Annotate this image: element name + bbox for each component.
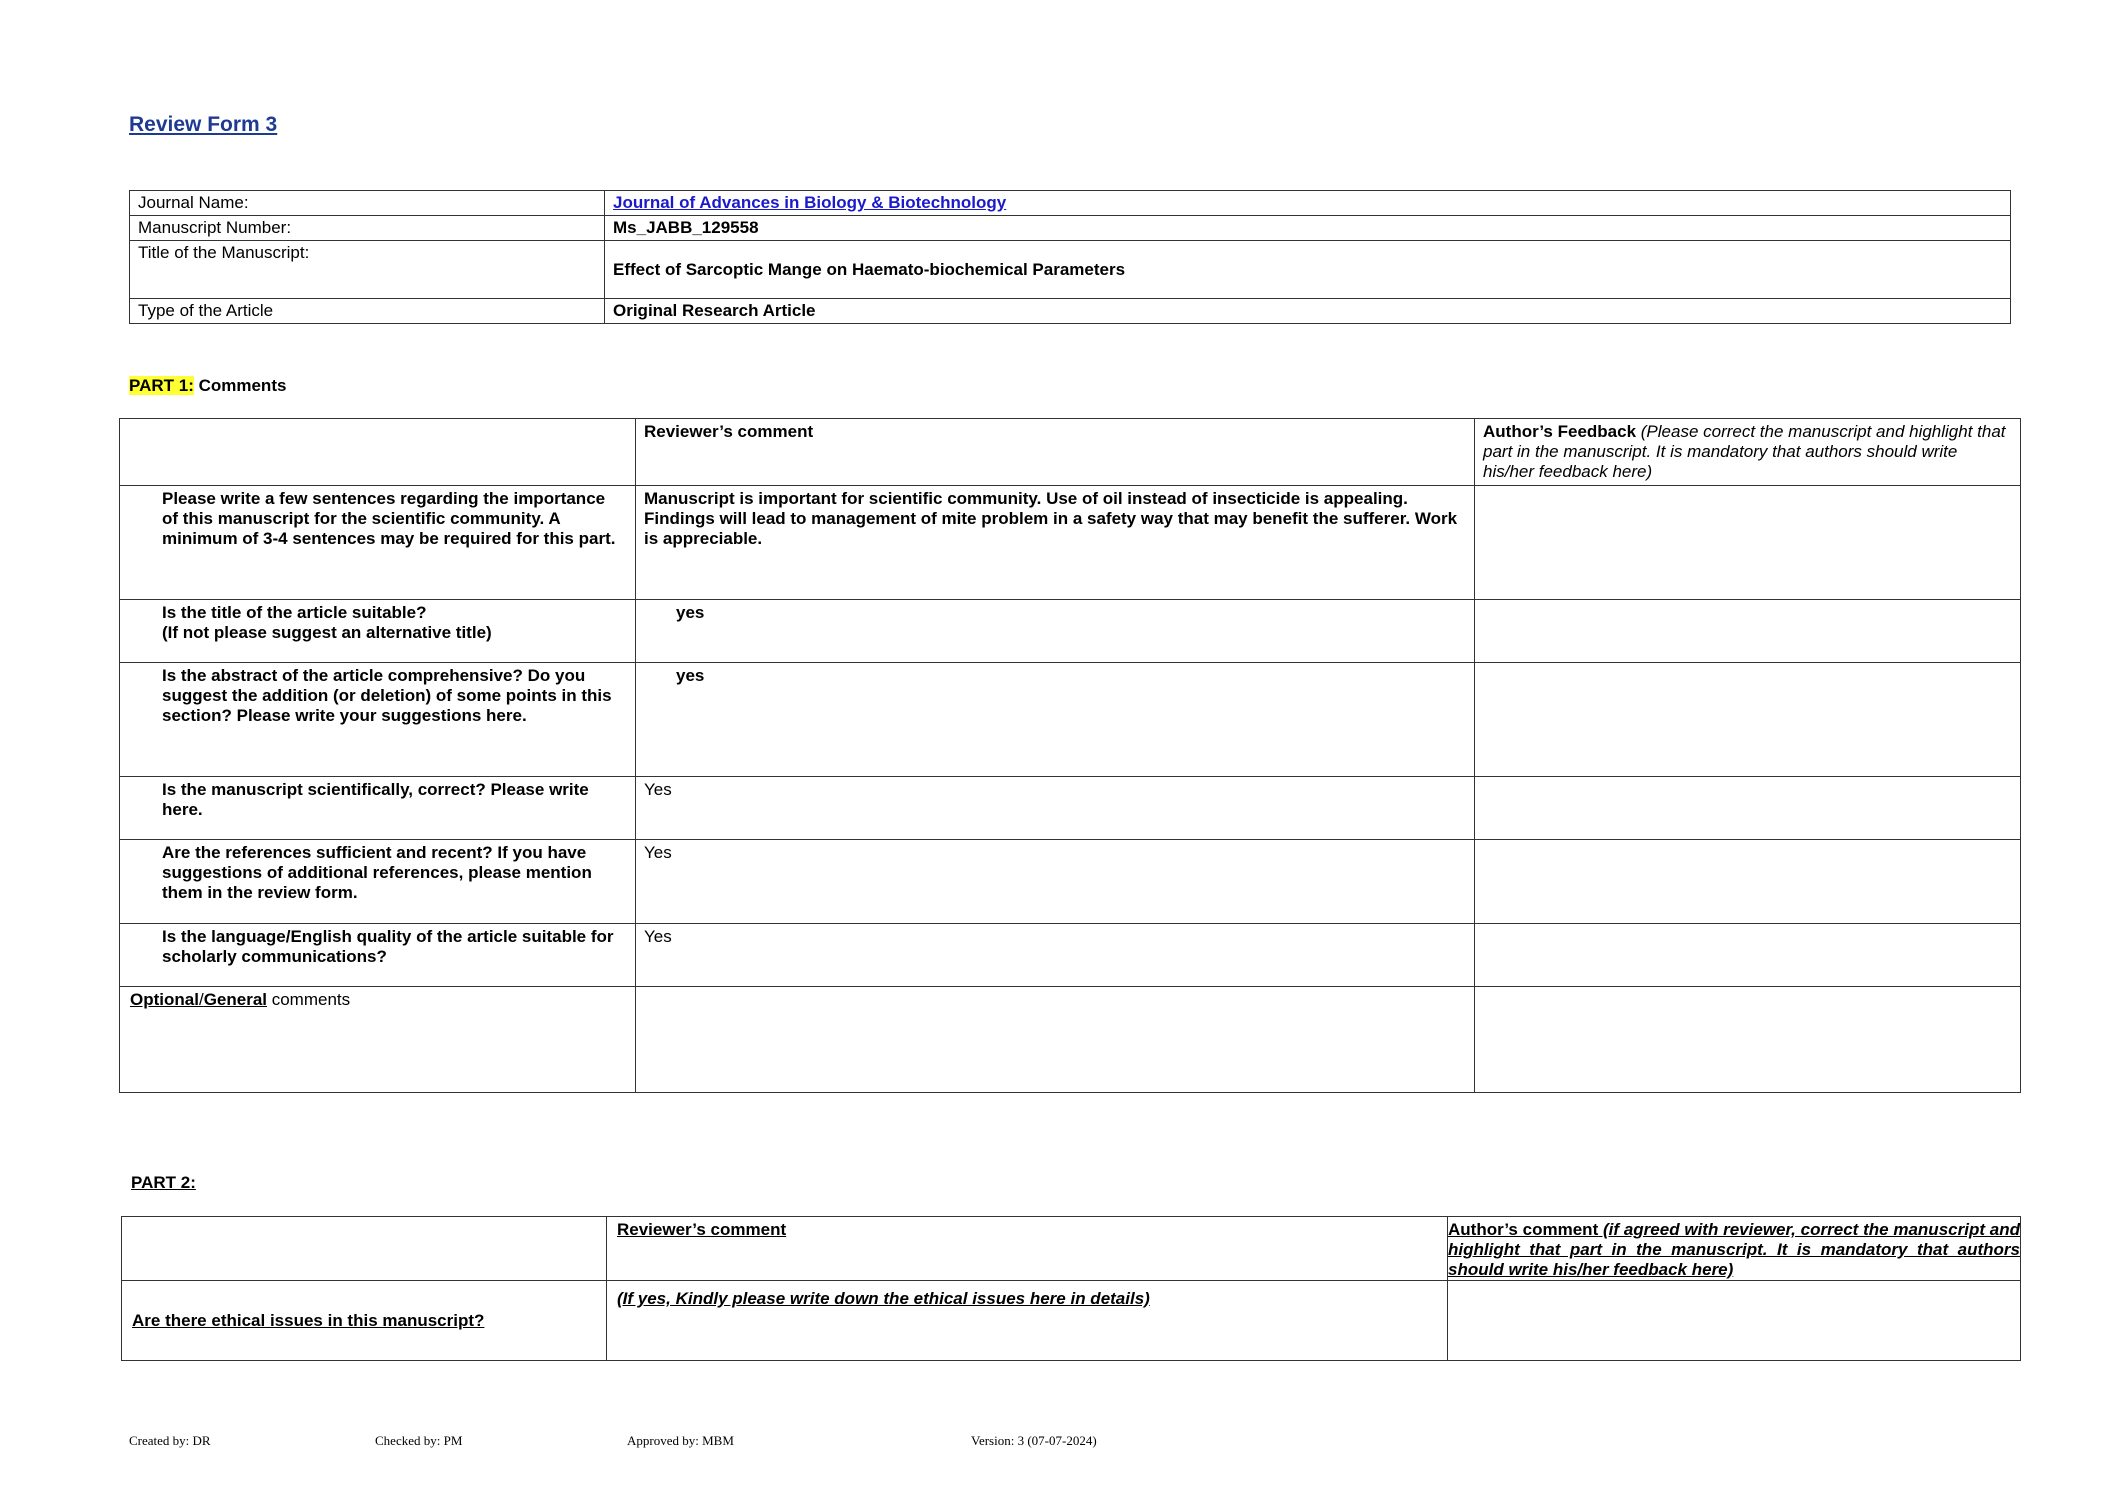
author-feedback-instructions: (Please correct the manuscript and highlight that part in the manuscript. It is mandatory that authors should write his/her feedback here) bbox=[1483, 422, 2006, 481]
footer-created-by: Created by: DR bbox=[129, 1433, 211, 1448]
table-row bbox=[122, 1281, 2021, 1361]
question-language: Is the language/English quality of the article suitable for scholarly communications? bbox=[120, 924, 636, 987]
question-abstract: Is the abstract of the article comprehensive? Do you suggest the addition (or deletion) of some points in this section? Please write your suggestions here. bbox=[120, 663, 636, 777]
author-comment-instructions: (if agreed with reviewer, correct the manuscript and highlight that part in the manuscript. It is mandatory that authors should write his/her feedback here) bbox=[1448, 1220, 2020, 1279]
part2-header-reviewer: Reviewer’s comment bbox=[607, 1217, 1448, 1281]
part2-header-row bbox=[122, 1217, 2021, 1281]
reviewer-comment-language[interactable]: Yes bbox=[636, 924, 1475, 987]
reviewer-comment-title[interactable] bbox=[636, 600, 1475, 663]
part1-heading bbox=[129, 376, 286, 396]
optional-rest: comments bbox=[267, 990, 351, 1009]
general-word: General bbox=[203, 990, 267, 1009]
part1-heading-rest: Comments bbox=[193, 376, 287, 395]
author-feedback-label: Author’s Feedback bbox=[1483, 422, 1637, 441]
question-references: Are the references sufficient and recent? If you have suggestions of additional references, please mention them in the review form. bbox=[120, 840, 636, 924]
question-title bbox=[120, 600, 636, 663]
author-comment-ethics[interactable] bbox=[1448, 1281, 2021, 1361]
reviewer-comment-references[interactable]: Yes bbox=[636, 840, 1475, 924]
reviewer-comment-importance[interactable]: Manuscript is important for scientific community. Use of oil instead of insecticide is appealing. Findings will lead to management of mite problem in a safety way that may benefit the sufferer. Work is appreciable. bbox=[636, 486, 1475, 600]
journal-label: Journal Name: bbox=[130, 191, 605, 216]
part1-header-author bbox=[1475, 419, 2021, 486]
manuscript-number-row bbox=[130, 216, 2011, 241]
question-scientific: Is the manuscript scientifically, correct? Please write here. bbox=[120, 777, 636, 840]
form-title[interactable]: Review Form 3 bbox=[129, 113, 278, 136]
journal-link[interactable]: Journal of Advances in Biology & Biotechnology bbox=[613, 193, 1007, 212]
optional-comments-row bbox=[120, 987, 2021, 1093]
table-row bbox=[120, 663, 2021, 777]
author-feedback-references[interactable] bbox=[1475, 840, 2021, 924]
journal-row bbox=[130, 191, 2011, 216]
article-type-value: Original Research Article bbox=[605, 299, 2011, 324]
table-row bbox=[120, 840, 2021, 924]
footer-version: Version: 3 (07-07-2024) bbox=[971, 1433, 1097, 1448]
title-label: Title of the Manuscript: bbox=[130, 241, 605, 299]
title-value: Effect of Sarcoptic Mange on Haemato-biochemical Parameters bbox=[613, 259, 1126, 279]
table-row bbox=[120, 486, 2021, 600]
table-row bbox=[120, 777, 2021, 840]
author-feedback-importance[interactable] bbox=[1475, 486, 2021, 600]
reviewer-comment-abstract-text: yes bbox=[676, 666, 705, 685]
question-title-line2: (If not please suggest an alternative title) bbox=[162, 623, 492, 642]
table-row bbox=[120, 924, 2021, 987]
part1-header-empty bbox=[120, 419, 636, 486]
optional-comments-label bbox=[120, 987, 636, 1093]
part1-label: PART 1: bbox=[129, 376, 194, 395]
reviewer-comment-title-text: yes bbox=[676, 603, 705, 622]
title-row bbox=[130, 241, 2011, 299]
author-feedback-title[interactable] bbox=[1475, 600, 2021, 663]
journal-value-cell bbox=[605, 191, 2011, 216]
part2-header-author bbox=[1448, 1217, 2021, 1281]
reviewer-comment-ethics[interactable]: (If yes, Kindly please write down the ethical issues here in details) bbox=[607, 1281, 1448, 1361]
part2-ethics-table bbox=[121, 1216, 2021, 1361]
manuscript-number-label: Manuscript Number: bbox=[130, 216, 605, 241]
part2-heading: PART 2: bbox=[131, 1173, 196, 1192]
question-title-line1: Is the title of the article suitable? bbox=[162, 603, 427, 622]
part1-comments-table bbox=[119, 418, 2021, 1093]
title-value-cell bbox=[605, 241, 2011, 299]
author-feedback-language[interactable] bbox=[1475, 924, 2021, 987]
question-ethics: Are there ethical issues in this manuscript? bbox=[122, 1281, 607, 1361]
optional-word: Optional bbox=[130, 990, 199, 1009]
reviewer-optional-comments[interactable] bbox=[636, 987, 1475, 1093]
optional-slash: / bbox=[198, 990, 204, 1009]
footer-checked-by: Checked by: PM bbox=[375, 1433, 463, 1448]
author-feedback-abstract[interactable] bbox=[1475, 663, 2021, 777]
article-type-row bbox=[130, 299, 2011, 324]
footer-approved-by: Approved by: MBM bbox=[627, 1433, 734, 1448]
part2-header-empty bbox=[122, 1217, 607, 1281]
manuscript-number-value: Ms_JABB_129558 bbox=[605, 216, 2011, 241]
manuscript-info-table bbox=[129, 190, 2011, 324]
table-row bbox=[120, 600, 2021, 663]
author-comment-label: Author’s comment bbox=[1448, 1220, 1599, 1239]
article-type-label: Type of the Article bbox=[130, 299, 605, 324]
part1-header-reviewer: Reviewer’s comment bbox=[636, 419, 1475, 486]
reviewer-comment-abstract[interactable] bbox=[636, 663, 1475, 777]
reviewer-comment-scientific[interactable]: Yes bbox=[636, 777, 1475, 840]
author-optional-feedback[interactable] bbox=[1475, 987, 2021, 1093]
part1-header-row bbox=[120, 419, 2021, 486]
author-feedback-scientific[interactable] bbox=[1475, 777, 2021, 840]
question-importance: Please write a few sentences regarding the importance of this manuscript for the scientific community. A minimum of 3-4 sentences may be required for this part. bbox=[120, 486, 636, 600]
